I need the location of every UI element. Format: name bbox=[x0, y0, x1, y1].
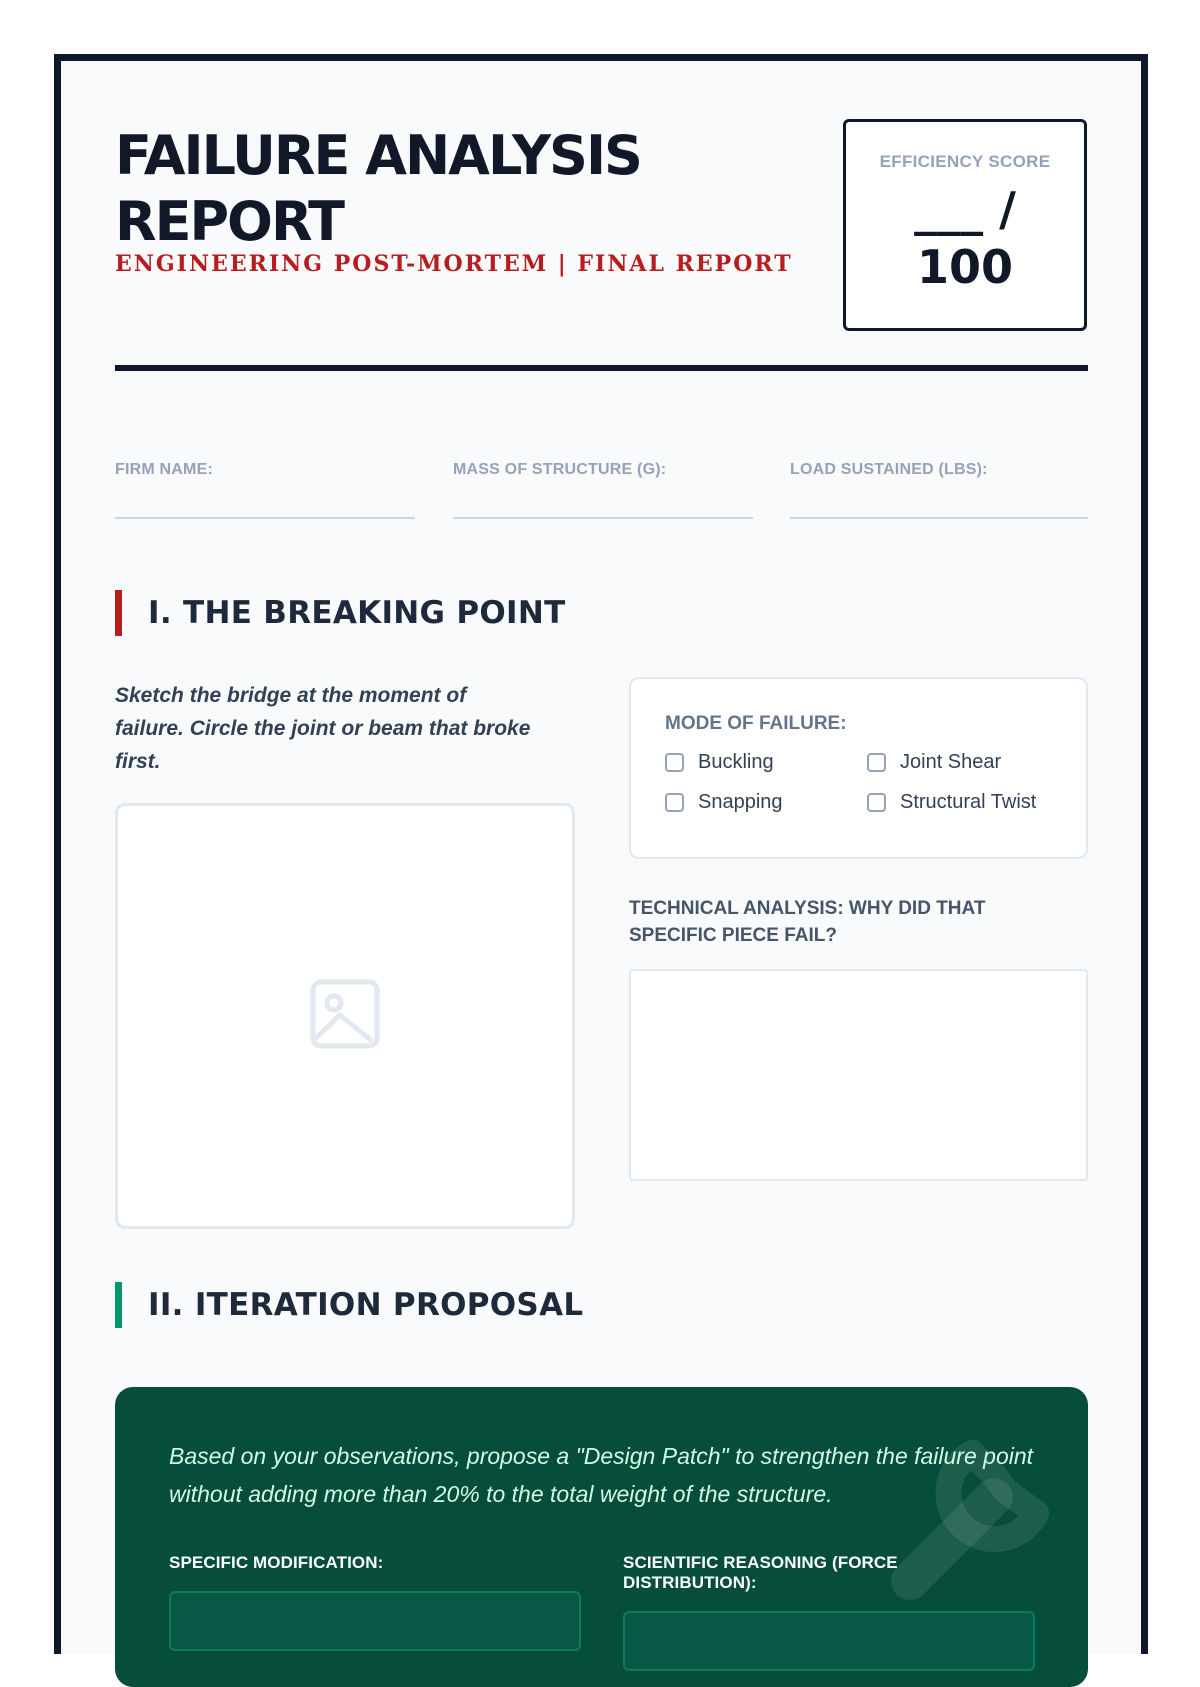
header-divider bbox=[115, 365, 1088, 371]
technical-analysis-label: TECHNICAL ANALYSIS: WHY DID THAT SPECIFIC PIECE FAIL? bbox=[629, 898, 986, 946]
report-subtitle: ENGINEERING POST-MORTEM | FINAL REPORT bbox=[115, 251, 793, 277]
section-accent-bar bbox=[115, 1282, 122, 1328]
iteration-proposal-panel bbox=[115, 1387, 1088, 1687]
firm-name-field[interactable] bbox=[115, 461, 415, 519]
mode-option-label: Buckling bbox=[698, 750, 774, 773]
title-line-1: FAILURE ANALYSIS bbox=[115, 124, 641, 187]
reasoning-label: SCIENTIFIC REASONING (FORCE DISTRIBUTION): bbox=[623, 1553, 898, 1592]
checkbox[interactable] bbox=[665, 793, 684, 812]
load-field[interactable] bbox=[790, 461, 1088, 519]
section-breaking-point-heading bbox=[115, 589, 566, 637]
mode-option-label: Structural Twist bbox=[900, 790, 1037, 813]
sketch-area[interactable] bbox=[115, 803, 575, 1229]
mode-label: MODE OF FAILURE: bbox=[665, 713, 847, 734]
checkbox[interactable] bbox=[867, 793, 886, 812]
mode-option-structural-twist[interactable] bbox=[867, 789, 1067, 815]
proposal-prompt: Based on your observations, propose a "Design Patch" to strengthen the failure point without adding more than 20% to the total weight of the structure. bbox=[169, 1443, 1034, 1507]
firm-name-line[interactable] bbox=[115, 517, 415, 519]
section-title: II. ITERATION PROPOSAL bbox=[148, 1287, 584, 1323]
modification-label: SPECIFIC MODIFICATION: bbox=[169, 1553, 384, 1572]
score-value: ___ / 100 bbox=[914, 182, 1016, 294]
sketch-prompt: Sketch the bridge at the moment of failure. Circle the joint or beam that broke first. bbox=[115, 684, 531, 773]
checkbox[interactable] bbox=[867, 753, 886, 772]
load-line[interactable] bbox=[790, 517, 1088, 519]
title-line-2: REPORT bbox=[115, 190, 343, 253]
section-title: I. THE BREAKING POINT bbox=[148, 595, 566, 631]
report-sheet bbox=[54, 54, 1148, 1654]
mode-option-label: Joint Shear bbox=[900, 750, 1002, 773]
score-label: EFFICIENCY SCORE bbox=[879, 152, 1051, 171]
specific-modification-field bbox=[169, 1553, 581, 1651]
mode-option-buckling[interactable] bbox=[665, 749, 867, 775]
section-iteration-heading bbox=[115, 1281, 583, 1329]
mode-options bbox=[665, 749, 1086, 815]
mode-option-joint-shear[interactable] bbox=[867, 749, 1067, 775]
efficiency-score-box bbox=[843, 119, 1087, 331]
firm-name-label: FIRM NAME: bbox=[115, 461, 213, 478]
mode-of-failure-card bbox=[629, 677, 1088, 859]
image-placeholder-icon bbox=[310, 979, 380, 1054]
mass-line[interactable] bbox=[453, 517, 753, 519]
mode-option-label: Snapping bbox=[698, 790, 783, 813]
modification-input[interactable] bbox=[169, 1591, 581, 1651]
section-accent-bar bbox=[115, 590, 122, 636]
checkbox[interactable] bbox=[665, 753, 684, 772]
scientific-reasoning-field bbox=[623, 1553, 1035, 1671]
report-title bbox=[115, 123, 755, 255]
mode-option-snapping[interactable] bbox=[665, 789, 867, 815]
reasoning-input[interactable] bbox=[623, 1611, 1035, 1671]
load-label: LOAD SUSTAINED (LBS): bbox=[790, 461, 988, 478]
mass-label: MASS OF STRUCTURE (G): bbox=[453, 461, 667, 478]
mass-field[interactable] bbox=[453, 461, 753, 519]
technical-analysis-textarea[interactable] bbox=[629, 969, 1088, 1181]
